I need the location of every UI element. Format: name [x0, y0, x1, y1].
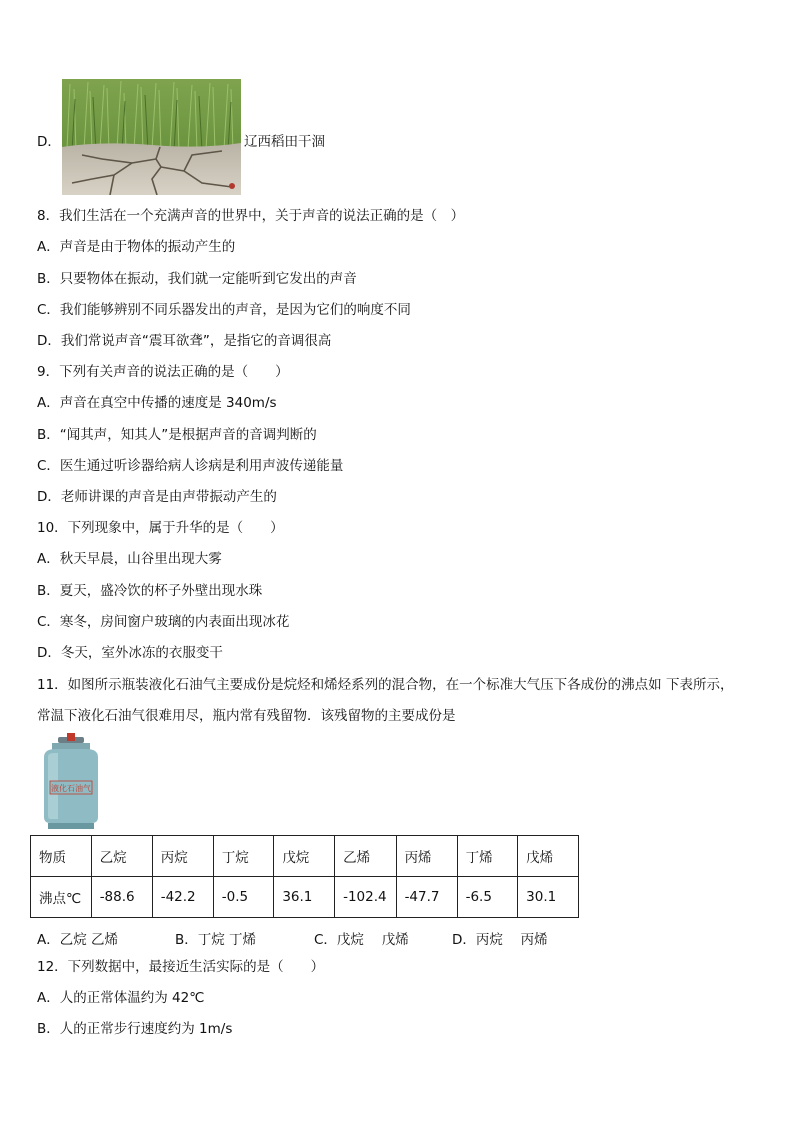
q11-option-b: B．丁烷 丁烯: [175, 932, 257, 948]
table-cell: 丁烯: [457, 836, 518, 877]
table-cell: -42.2: [152, 877, 213, 918]
q10-option-d: D．冬天，室外冰冻的衣服变干: [37, 645, 223, 661]
table-cell: -47.7: [396, 877, 457, 918]
table-row: [31, 877, 579, 918]
q12-option-b: B．人的正常步行速度约为 1m/s: [37, 1021, 233, 1037]
table-cell: -6.5: [457, 877, 518, 918]
option-d-label: D．: [37, 134, 61, 150]
table-row: [31, 836, 579, 877]
table-cell: 乙烯: [335, 836, 396, 877]
table-cell: -0.5: [213, 877, 274, 918]
q11-stem-line2: 常温下液化石油气很难用尽，瓶内常有残留物．该残留物的主要成份是: [37, 708, 456, 724]
table-cell: 丙烯: [396, 836, 457, 877]
q12-option-a: A．人的正常体温约为 42℃: [37, 990, 205, 1006]
q11-option-c: C．戊烷 戊烯: [314, 932, 409, 948]
q9-stem: 9．下列有关声音的说法正确的是（ ）: [37, 364, 289, 380]
table-cell: 戊烷: [274, 836, 335, 877]
q8-option-d: D．我们常说声音“震耳欲聋”，是指它的音调很高: [37, 333, 332, 349]
table-cell: 丙烷: [152, 836, 213, 877]
table-cell: 丁烷: [213, 836, 274, 877]
q9-option-b: B．“闻其声，知其人”是根据声音的音调判断的: [37, 427, 317, 443]
table-cell: 沸点℃: [31, 877, 92, 918]
q10-option-b: B．夏天，盛冷饮的杯子外壁出现水珠: [37, 583, 263, 599]
table-cell: 物质: [31, 836, 92, 877]
q8-option-b: B．只要物体在振动，我们就一定能听到它发出的声音: [37, 271, 357, 287]
q12-stem: 12．下列数据中，最接近生活实际的是（ ）: [37, 959, 325, 975]
q11-option-a: A．乙烷 乙烯: [37, 932, 119, 948]
q9-option-c: C．医生通过听诊器给病人诊病是利用声波传递能量: [37, 458, 344, 474]
table-cell: 36.1: [274, 877, 335, 918]
q10-option-a: A．秋天早晨，山谷里出现大雾: [37, 551, 222, 567]
q10-option-c: C．寒冬，房间窗户玻璃的内表面出现冰花: [37, 614, 290, 630]
q8-stem: 8．我们生活在一个充满声音的世界中，关于声音的说法正确的是（ ）: [37, 208, 465, 224]
photo-caption: 辽西稻田干涸: [244, 134, 325, 150]
q9-option-d: D．老师讲课的声音是由声带振动产生的: [37, 489, 277, 505]
table-cell: 30.1: [518, 877, 579, 918]
dry-rice-field-photo: [62, 79, 241, 195]
gas-cylinder-image: [36, 733, 106, 831]
table-cell: -102.4: [335, 877, 396, 918]
table-cell: 乙烷: [91, 836, 152, 877]
q11-stem-line1: 11．如图所示瓶装液化石油气主要成份是烷烃和烯烃系列的混合物，在一个标准大气压下各成份的沸点如 下表所示，: [37, 677, 734, 693]
q9-option-a: A．声音在真空中传播的速度是 340m/s: [37, 395, 277, 411]
q8-option-c: C．我们能够辨别不同乐器发出的声音，是因为它们的响度不同: [37, 302, 411, 318]
q11-option-d: D．丙烷 丙烯: [452, 932, 548, 948]
q8-option-a: A．声音是由于物体的振动产生的: [37, 239, 236, 255]
boiling-point-table: [30, 835, 579, 918]
q10-stem: 10．下列现象中，属于升华的是（ ）: [37, 520, 284, 536]
tank-label: 液化石油气: [51, 784, 91, 793]
table-cell: -88.6: [91, 877, 152, 918]
table-cell: 戊烯: [518, 836, 579, 877]
